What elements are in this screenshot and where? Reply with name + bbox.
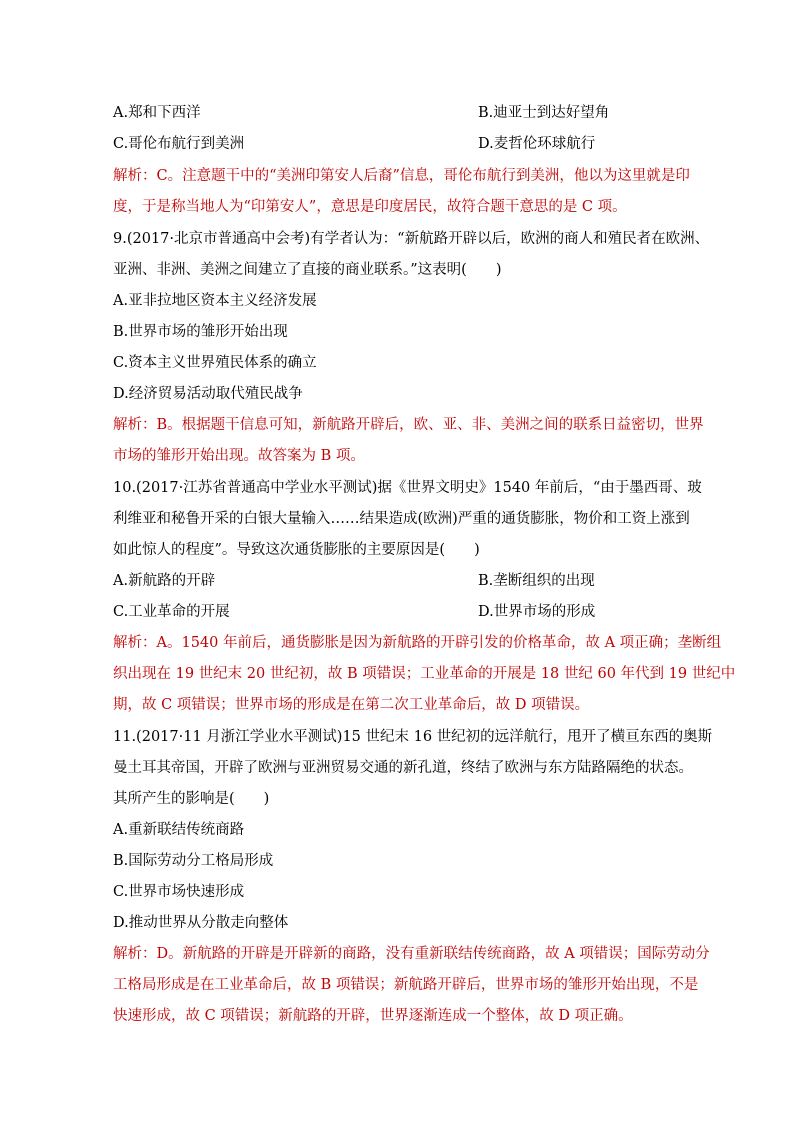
q8-option-c: C.哥伦布航行到美洲: [113, 136, 245, 152]
q9-analysis-line: 解析：B。根据题干信息可知，新航路开辟后，欧、亚、非、美洲之间的联系日益密切，世界: [113, 417, 704, 433]
q10-stem-line: 如此惊人的程度”。导致这次通货膨胀的主要原因是( ): [113, 542, 480, 558]
q10-stem-line: 10.(2017·江苏省普通高中学业水平测试)据《世界文明史》1540 年前后，“由于墨西哥、玻: [113, 480, 702, 496]
q10-analysis-line: 期，故 C 项错误；世界市场的形成是在第二次工业革命后，故 D 项错误。: [113, 697, 590, 713]
q9-option-c: C.资本主义世界殖民体系的确立: [113, 355, 317, 371]
q9-stem-line: 亚洲、非洲、美洲之间建立了直接的商业联系。”这表明( ): [113, 262, 502, 278]
q11-analysis-line: 快速形成，故 C 项错误；新航路的开辟，世界逐渐连成一个整体，故 D 项正确。: [113, 1008, 633, 1024]
q10-analysis-line: 织出现在 19 世纪末 20 世纪初，故 B 项错误；工业革命的开展是 18 世纪 60 年代到 19 世纪中: [113, 666, 736, 682]
q9-analysis-line: 市场的雏形开始出现。故答案为 B 项。: [113, 448, 365, 464]
q11-option-b: B.国际劳动分工格局形成: [113, 853, 274, 869]
q11-stem-line: 曼土耳其帝国，开辟了欧洲与亚洲贸易交通的新孔道，终结了欧洲与东方陆路隔绝的状态。: [113, 760, 693, 776]
q8-option-row-2: [113, 134, 683, 154]
q8-option-d: D.麦哲伦环球航行: [478, 136, 596, 152]
q11-option-c: C.世界市场快速形成: [113, 884, 245, 900]
q8-option-b: B.迪亚士到达好望角: [478, 105, 610, 121]
q10-option-a: A.新航路的开辟: [113, 573, 216, 589]
q9-option-d: D.经济贸易活动取代殖民战争: [113, 386, 303, 402]
q11-option-d: D.推动世界从分散走向整体: [113, 915, 289, 931]
q8-analysis-line: 解析：C。注意题干中的“美洲印第安人后裔”信息，哥伦布航行到美洲，他以为这里就是印: [113, 168, 690, 184]
q10-analysis-line: 解析：A。1540 年前后，通货膨胀是因为新航路的开辟引发的价格革命，故 A 项正确；垄断组: [113, 635, 722, 651]
q8-option-row-1: [113, 103, 683, 123]
q10-option-row-2: [113, 602, 683, 622]
q9-stem-line: 9.(2017·北京市普通高中会考)有学者认为：“新航路开辟以后，欧洲的商人和殖民者在欧洲、: [113, 231, 710, 247]
q8-analysis-line: 度，于是称当地人为“印第安人”，意思是印度居民，故符合题干意思的是 C 项。: [113, 199, 627, 215]
q11-analysis-line: 工格局形成是在工业革命后，故 B 项错误；新航路开辟后，世界市场的雏形开始出现，不是: [113, 977, 699, 993]
q11-analysis-line: 解析：D。新航路的开辟是开辟新的商路，没有重新联结传统商路，故 A 项错误；国际劳动分: [113, 946, 710, 962]
q10-stem-line: 利维亚和秘鲁开采的白银大量输入……结果造成(欧洲)严重的通货膨胀，物价和工资上涨到: [113, 511, 690, 527]
q11-option-a: A.重新联结传统商路: [113, 822, 245, 838]
q11-stem-line: 11.(2017·11 月浙江学业水平测试)15 世纪末 16 世纪初的远洋航行，甩开了横亘东西的奥斯: [113, 729, 713, 745]
q10-option-c: C.工业革命的开展: [113, 604, 230, 620]
q11-stem-line: 其所产生的影响是( ): [113, 791, 270, 807]
q9-option-a: A.亚非拉地区资本主义经济发展: [113, 293, 317, 309]
q8-option-a: A.郑和下西洋: [113, 105, 201, 121]
q10-option-row-1: [113, 571, 683, 591]
q9-option-b: B.世界市场的雏形开始出现: [113, 324, 288, 340]
q10-option-d: D.世界市场的形成: [478, 604, 596, 620]
q10-option-b: B.垄断组织的出现: [478, 573, 595, 589]
